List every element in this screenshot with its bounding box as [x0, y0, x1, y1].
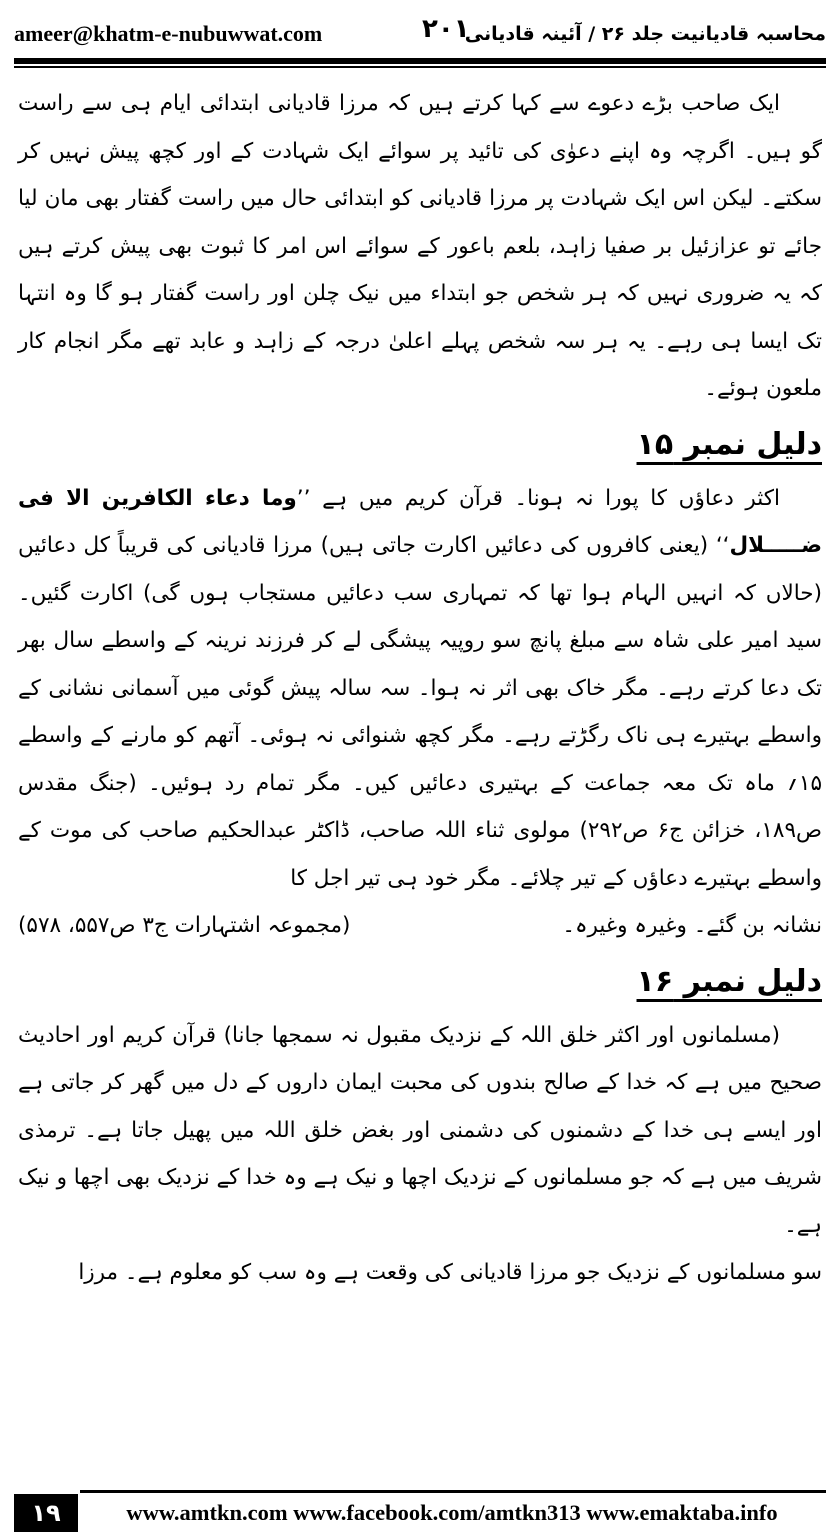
paragraph-2-rest: ‘‘ (یعنی کافروں کی دعائیں اکارت جاتی ہیں) مرزا قادیانی کی قریباً کل دعائیں (حالاں کہ انہیں الہام ہوا تھا کہ تمہاری سب دعائیں مستجاب ہوں گی) اکارت گئیں۔ سید امیر علی شاہ سے مبلغ پانچ سو روپیہ پیشگی لے کر فرزند نرینہ کے واسطے سال بھر تک دعا کرتے رہے۔ مگر خاک بھی اثر نہ ہوا۔ سہ سالہ پیش گوئی میں آسمانی نشانی کے واسطے بہتیرے ہی ناک رگڑتے رہے۔ مگر کچھ شنوائی نہ ہوئی۔ آتھم کو مارنے کے واسطے ۱۵؍ ماہ تک معہ جماعت کے بہتیری دعائیں کیں۔ مگر تمام رد ہوئیں۔ (جنگ مقدس ص۱۸۹، خزائن ج۶ ص۲۹۲) مولوی ثناء اللہ صاحب، ڈاکٹر عبدالحکیم صاحب کی موت کے واسطے بہتیرے دعاؤں کے تیر چلائے۔ مگر خود ہی تیر اجل کا — [18, 533, 823, 891]
footer-page-number: ۱۹ — [14, 1494, 78, 1532]
paragraph-3: (مسلمانوں اور اکثر خلق اللہ کے نزدیک مقبول نہ سمجھا جانا) قرآن کریم اور احادیث صحیح میں ہے کہ خدا کے صالح بندوں کی محبت ایمان داروں کے دل میں گھر کر جاتی ہے اور ایسے ہی خدا کے دشمنوں کی دشمنی اور بغض خلق اللہ میں پھیل جاتا ہے۔ ترمذی شریف میں ہے کہ جو مسلمانوں کے نزدیک اچھا و نیک ہے وہ خدا کے نزدیک بھی اچھا و نیک ہے۔ — [18, 1022, 822, 1238]
heading-evidence-15: دلیل نمبر ۱۵ — [636, 426, 822, 462]
header-rule-thick — [14, 58, 826, 64]
paragraph-4: سو مسلمانوں کے نزدیک جو مرزا قادیانی کی وقعت ہے وہ سب کو معلوم ہے۔ مرزا — [78, 1260, 822, 1285]
paragraph-2 — [18, 475, 822, 903]
page-footer — [14, 1494, 826, 1532]
paragraph-2-last-line — [18, 902, 822, 950]
paragraph-2-start: اکثر دعاؤں کا پورا نہ ہونا۔ قرآن کریم میں ہے ’’ — [296, 485, 780, 511]
page-content — [18, 80, 822, 1297]
paragraph-2-last: نشانہ بن گئے۔ وغیرہ وغیرہ۔ — [562, 913, 822, 938]
header-email[interactable]: ameer@khatm-e-nubuwwat.com — [14, 21, 323, 46]
footer-links[interactable]: www.amtkn.com www.facebook.com/amtkn313 www.emaktaba.info — [126, 1500, 778, 1525]
footer-rule — [80, 1490, 826, 1493]
header-rule-thin — [14, 66, 826, 68]
header-book-title: محاسبہ قادیانیت جلد ۲۶ / آئینہ قادیانی — [464, 23, 826, 45]
page-header — [14, 14, 826, 54]
reference-citation: (مجموعہ اشتہارات ج۳ ص۵۵۷، ۵۷۸) — [18, 913, 351, 938]
paragraph-1: ایک صاحب بڑے دعوے سے کہا کرتے ہیں کہ مرزا قادیانی ابتدائی ایام ہی سے راست گو ہیں۔ اگرچہ وہ اپنے دعوٰی کی تائید پر سوائے ایک شہادت کے اور کچھ پیش نہیں کر سکتے۔ لیکن اس ایک شہادت پر مرزا قادیانی کو ابتدائی حال میں راست گفتار بھی مان لیا جائے تو عزازئیل بر صفیا زاہد، بلعم باعور کے سوائے اس امر کا ثبوت بھی پیش کرتے ہیں کہ یہ ضروری نہیں کہ ہر شخص جو ابتداء میں نیک چلن اور راست گفتار ہو گا وہ انتہا تک ایسا ہی رہے۔ یہ ہر سہ شخص پہلے اعلیٰ درجہ کے زاہد و عابد تھے مگر انجام کار ملعون ہوئے۔ — [18, 91, 822, 401]
header-page-number: ۲۰۱ — [422, 14, 470, 44]
heading-evidence-16: دلیل نمبر ۱۶ — [636, 963, 822, 999]
quran-quote: وما دعاء الکافرین الا فی ضـــــلال — [18, 485, 822, 558]
